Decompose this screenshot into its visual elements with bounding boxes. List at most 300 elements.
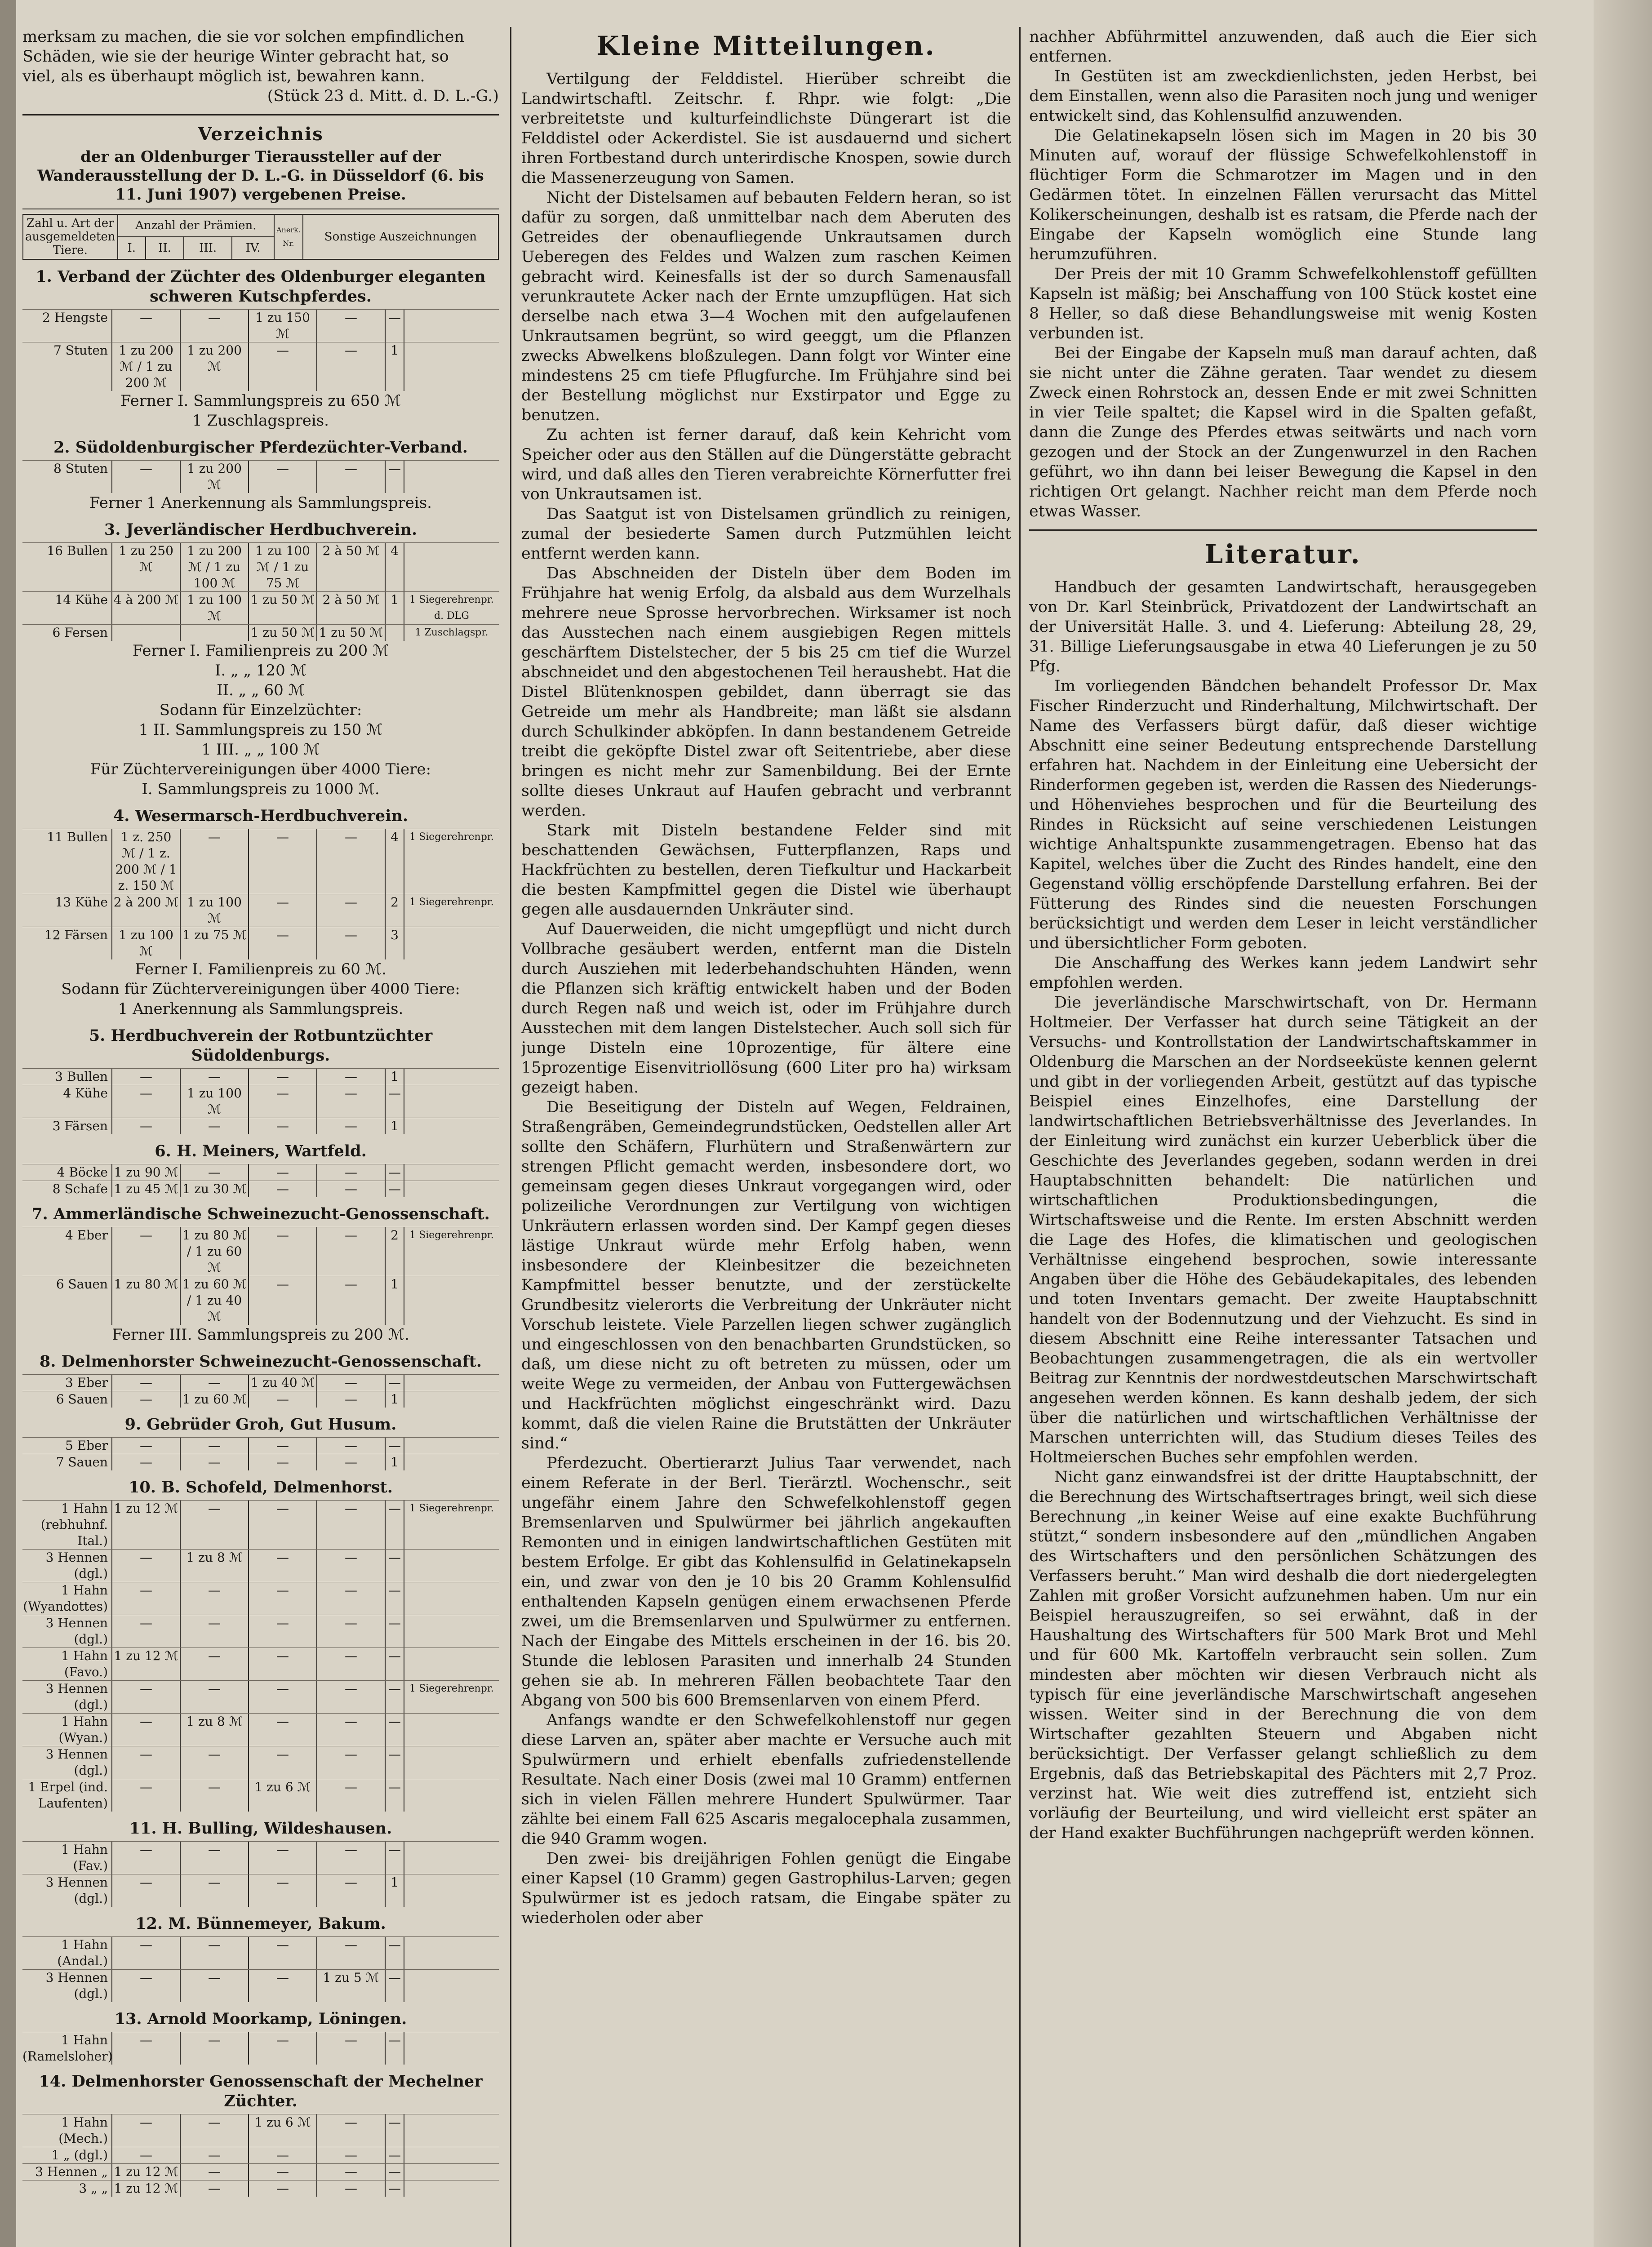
prize-4-cell: — <box>316 1550 385 1582</box>
intro-line: viel, als es überhaupt möglich ist, bewahren kann. <box>22 67 425 85</box>
table-row <box>22 2180 499 2197</box>
section-heading: 5. Herdbuchverein der Rotbuntzüchter Südoldenburgs. <box>89 1026 433 1065</box>
paragraph: Bei der Eingabe der Kapseln muß man darauf achten, daß sie nicht unter die Zähne geraten. Taar wendet zu diesem Zweck einen Rohrstock an, dessen Ende er mit zwei Schnitten in vier Teile spaltet; die Kapsel wird in die Spalten gefaßt, dann die Zunge des Pferdes etwas seitwärts und nach vorn gezogen und der Stock an der Zungenwurzel in den Rachen geführt, wo ihn dann bei leiser Bewegung die Kapsel in den richtigen Ort gelangt. Nachher reicht man dem Pferde noch etwas Wasser. <box>1029 344 1537 520</box>
prize-2-cell: — <box>180 1937 248 1969</box>
header-anerk: Anerk. Nr. <box>274 214 303 259</box>
prize-1-cell: — <box>111 310 180 342</box>
other-cell <box>404 1069 499 1085</box>
prize-3-cell: 1 zu 100 ℳ / 1 zu 75 ℳ <box>248 543 316 591</box>
other-cell: 1 Siegerehrenpr. <box>404 829 499 894</box>
prize-3-cell: — <box>248 2032 316 2065</box>
prize-4-cell: — <box>316 342 385 391</box>
prize-1-cell: — <box>111 2032 180 2065</box>
prize-2-cell: 1 zu 8 ℳ <box>180 1550 248 1582</box>
prize-3-cell: — <box>248 1438 316 1454</box>
other-cell <box>404 1181 499 1197</box>
other-cell <box>404 2114 499 2147</box>
section-heading: 4. Wesermarsch-Herdbuchverein. <box>113 807 409 825</box>
paragraph: Handbuch der gesamten Landwirtschaft, herausgegeben von Dr. Karl Steinbrück, Privatdozent der Landwirtschaft an der Universität Halle. 3. und 4. Lieferung: Abteilung 28, 29, 31. Billige Lieferungsausgabe in etwa 40 Lieferungen je zu 50 Pfg. <box>1029 578 1537 675</box>
paragraph: Anfangs wandte er den Schwefelkohlenstoff nur gegen diese Larven an, später aber machte er Versuche auch mit Spulwürmern und erhielt ebenfalls zufriedenstellende Resultate. Nach einer Dosis (zwei mal 10 Gramm) entfernen sich in vielen Fällen mehrere Hundert Spulwürmer. Taar zählte bei einem Fall 625 Ascaris megalocephala zusammen, die 940 Gramm wogen. <box>521 1711 1011 1848</box>
prize-2-cell: — <box>180 2164 248 2180</box>
table-row <box>22 1374 499 1391</box>
prize-1-cell <box>111 625 180 641</box>
section-heading: 2. Südoldenburgischer Pferdezüchter-Verband. <box>53 438 468 457</box>
paragraph: Nicht der Distelsamen auf bebauten Feldern heran, so ist dafür zu sorgen, daß unmittelbar nach dem Aberuten des Getreides der obenaufliegende Unkrautsamen durch Ueberegen des Feldes und Walzen zum raschen Keimen gebracht wird. Keinesfalls ist der so durch Samenausfall verunkrautete Acker nach der Ernte umzupflügen. Hat sich derselbe nach etwa 3—4 Wochen mit den aufgelaufenen Unkrautsamen begrünt, so wird geeggt, um die Pflanzen zwecks Abwelkens bloßzulegen. Dann folgt vor Winter eine mindestens 25 cm tiefe Pflugfurche. Im Frühjahre sind bei der Bestellung möglichst nur Exstirpator und Egge zu benutzen. <box>521 189 1011 424</box>
other-cell <box>404 1118 499 1134</box>
animals-cell: 1 Hahn (Favo.) <box>61 1648 108 1679</box>
prize-4-cell: — <box>316 1501 385 1549</box>
table-row <box>22 1276 499 1325</box>
other-cell <box>404 1276 499 1325</box>
animals-cell: 3 Hennen (dgl.) <box>45 1875 108 1906</box>
prize-4-cell: — <box>316 894 385 927</box>
prize-3-cell: — <box>248 1085 316 1118</box>
other-cell <box>404 1746 499 1779</box>
prize-3-cell: — <box>248 1582 316 1615</box>
other-cell <box>404 1842 499 1874</box>
section-note: I. „ „ 120 ℳ <box>215 662 306 679</box>
prize-1-cell: — <box>111 2147 180 2163</box>
animals-cell: 4 Böcke <box>57 1165 108 1180</box>
other-cell <box>404 1648 499 1680</box>
table-row <box>22 2163 499 2180</box>
prize-3-cell: — <box>248 1874 316 1907</box>
other-cell <box>404 1970 499 2002</box>
table-row <box>22 829 499 894</box>
prize-4-cell: 2 à 50 ℳ <box>316 543 385 591</box>
animals-cell: 1 Hahn (Wyan.) <box>58 1714 108 1745</box>
prize-1-cell: 1 zu 100 ℳ <box>111 927 180 959</box>
other-cell <box>404 342 499 391</box>
prize-4-cell: — <box>316 1582 385 1615</box>
prize-1-cell: 1 zu 45 ℳ <box>111 1181 180 1197</box>
prize-4-cell: — <box>316 1227 385 1276</box>
prize-4-cell: — <box>316 1746 385 1779</box>
animals-cell: 1 Hahn (Fav.) <box>61 1842 108 1873</box>
anerk-cell: — <box>385 1937 404 1969</box>
animals-cell: 3 Färsen <box>52 1119 108 1133</box>
prize-1-cell: 1 zu 12 ℳ <box>111 1501 180 1549</box>
prize-3-cell: — <box>248 1118 316 1134</box>
table-row <box>22 1437 499 1454</box>
animals-cell: 8 Stuten <box>53 461 108 476</box>
prize-4-cell: — <box>316 1164 385 1181</box>
prize-2-cell: — <box>180 310 248 342</box>
paragraph: Auf Dauerweiden, die nicht umgepflügt und nicht durch Vollbrache gesäubert werden, entfernt man die Disteln durch Ausziehen mit lederbehandschuhten Händen, wenn die Pflanzen sich kräftig entwickelt haben und der Boden durch Regen naß und weich ist, oder im Frühjahre durch Ausstechen mit dem langen Distelstecher. Auch soll sich für junge Disteln eine 10prozentige, für ältere eine 15prozentige Eisenvitriollösung (600 Liter pro ha) wirksam gezeigt haben. <box>521 920 1011 1097</box>
anerk-cell: — <box>385 1746 404 1779</box>
anerk-cell: 3 <box>385 927 404 959</box>
other-cell <box>404 1714 499 1746</box>
prize-3-cell: — <box>248 829 316 894</box>
prize-4-cell: — <box>316 2114 385 2147</box>
animals-cell: 13 Kühe <box>55 895 108 910</box>
prize-2-cell: 1 zu 100 ℳ <box>180 592 248 624</box>
anerk-cell: — <box>385 1714 404 1746</box>
animals-cell: 1 Hahn (Mech.) <box>58 2115 108 2146</box>
prize-4-cell: — <box>316 2032 385 2065</box>
prize-2-cell: — <box>180 1118 248 1134</box>
section-title: Kleine Mitteilungen. <box>596 31 936 61</box>
anerk-cell: — <box>385 2164 404 2180</box>
prize-3-cell: — <box>248 2180 316 2197</box>
section-note: Ferner I. Familienpreis zu 60 ℳ. <box>135 960 386 978</box>
column-kleine-mitteilungen <box>521 27 1011 2247</box>
section-heading: 14. Delmenhorster Genossenschaft der Mechelner Züchter. <box>39 2072 483 2110</box>
intro-text <box>22 27 499 106</box>
animals-cell: 16 Bullen <box>47 543 108 558</box>
prize-4-cell: — <box>316 2147 385 2163</box>
table-row <box>22 1391 499 1408</box>
table-row <box>22 1582 499 1615</box>
table-row <box>22 2032 499 2065</box>
prize-2-cell: 1 zu 60 ℳ / 1 zu 40 ℳ <box>180 1276 248 1325</box>
other-cell <box>404 927 499 959</box>
prize-1-cell: 4 à 200 ℳ <box>111 592 180 624</box>
prize-4-cell: — <box>316 1454 385 1470</box>
prize-3-cell: 1 zu 6 ℳ <box>248 1779 316 1812</box>
prize-1-cell: 1 zu 80 ℳ <box>111 1276 180 1325</box>
paragraph: Die Gelatinekapseln lösen sich im Magen in 20 bis 30 Minuten auf, worauf der flüssige Schwefelkohlenstoff in flüchtiger Form die Schmarotzer im Magen und in den Gedärmen tötet. In einzelnen Fällen verursacht das Mittel Kolikerscheinungen, deshalb ist es ratsam, die Pferde nach der Eingabe der Kapseln womöglich eine Stunde lang herumzuführen. <box>1029 127 1537 263</box>
prize-4-cell: 1 zu 50 ℳ <box>316 625 385 641</box>
prize-1-cell: 1 zu 12 ℳ <box>111 2180 180 2197</box>
table-row <box>22 1648 499 1680</box>
section-note: I. Sammlungspreis zu 1000 ℳ. <box>142 780 380 798</box>
prize-4-cell: 2 à 50 ℳ <box>316 592 385 624</box>
other-cell <box>404 2032 499 2065</box>
prize-4-cell: — <box>316 1391 385 1408</box>
page-edge <box>1594 0 1652 2247</box>
list-subtitle: der an Oldenburger Tieraussteller auf der Wanderausstellung der D. L.-G. in Düsseldorf (6. bis 11. Juni 1907) vergebenen Preise. <box>37 148 484 204</box>
prize-1-cell: — <box>111 1874 180 1907</box>
table-row <box>22 624 499 641</box>
prize-3-cell: — <box>248 1276 316 1325</box>
prize-3-cell: — <box>248 1550 316 1582</box>
prize-2-cell: — <box>180 1874 248 1907</box>
prize-2-cell: — <box>180 1746 248 1779</box>
section-heading: 8. Delmenhorster Schweinezucht-Genossenschaft. <box>39 1352 482 1371</box>
other-cell <box>404 1438 499 1454</box>
prize-1-cell: 1 zu 12 ℳ <box>111 1648 180 1680</box>
prize-3-cell: — <box>248 1746 316 1779</box>
column-literatur <box>1029 27 1537 2247</box>
prize-1-cell: 1 zu 250 ℳ <box>111 543 180 591</box>
prize-4-cell: — <box>316 927 385 959</box>
literature-title: Literatur. <box>1204 539 1362 569</box>
table-row <box>22 927 499 959</box>
prize-4-cell: — <box>316 1276 385 1325</box>
other-cell <box>404 1550 499 1582</box>
anerk-cell: — <box>385 1648 404 1680</box>
prize-1-cell: — <box>111 1615 180 1648</box>
anerk-cell: — <box>385 1181 404 1197</box>
prize-4-cell: — <box>316 1181 385 1197</box>
divider <box>1029 529 1537 531</box>
paragraph: Die Anschaffung des Werkes kann jedem Landwirt sehr empfohlen werden. <box>1029 954 1537 992</box>
paragraph: Zu achten ist ferner darauf, daß kein Kehricht vom Speicher oder aus den Ställen auf die Düngerstätte gebracht wird, und daß alles den Tieren verabreichte Körnerfutter frei von Unkrautsamen ist. <box>521 426 1011 503</box>
anerk-cell: 1 <box>385 342 404 391</box>
prize-3-cell: 1 zu 6 ℳ <box>248 2114 316 2147</box>
animals-cell: 11 Bullen <box>47 830 108 844</box>
prize-2-cell: 1 zu 30 ℳ <box>180 1181 248 1197</box>
table-row <box>22 1615 499 1648</box>
anerk-cell: 4 <box>385 829 404 894</box>
section-heading: 1. Verband der Züchter des Oldenburger eleganten schweren Kutschpferdes. <box>36 267 486 306</box>
section-note: 1 II. Sammlungspreis zu 150 ℳ <box>138 721 383 739</box>
prize-2-cell: — <box>180 829 248 894</box>
other-cell <box>404 1582 499 1615</box>
anerk-cell: 1 <box>385 1276 404 1325</box>
section-note: Ferner I. Sammlungspreis zu 650 ℳ <box>120 392 401 410</box>
section-note: 1 Zuschlagspreis. <box>192 412 329 430</box>
table-row <box>22 2114 499 2147</box>
paragraph: Die jeverländische Marschwirtschaft, von Dr. Hermann Holtmeier. Der Verfasser hat durch seine Tätigkeit an der Versuchs- und Kontrollstation der Landwirtschaftskammer in Oldenburg die Marschen an der Nordseeküste kennen gelernt und gibt in der vorliegenden Arbeit, gestützt auf das typische Beispiel eines Einzelhofes, eine Darstellung der landwirtschaftlichen Betriebsverhältnisse des Jeverlandes. In der Einleitung wird zunächst ein kurzer Ueberblick über die Geschichte des Jeverlandes gegeben, sodann werden in drei Hauptabschnitten behandelt: Die natürlichen und wirtschaftlichen Produktionsbedingungen, die Wirtschaftsweise und die Rente. Im ersten Abschnitt werden die Lage des Hofes, die klimatischen und geologischen Verhältnisse eingehend besprochen, sowie interessante Angaben über die Höhe des Gebäudekapitales, des lebenden und toten Inventars gemacht. Der zweite Hauptabschnitt handelt von der Bodennutzung und der Viehzucht. Es sind in diesem Abschnitt eine Reihe interessanter Tatsachen und Beobachtungen zusammengetragen, die als ein wertvoller Beitrag zur Kenntnis der nordwestdeutschen Marschwirtschaft angesehen werden können. Es kann deshalb jedem, der sich über die natürlichen und wirtschaftlichen Verhältnisse der Marschen unterrichten will, das Studium dieses Teiles des Holtmeierschen Buches sehr empfohlen werden. <box>1029 994 1537 1466</box>
other-cell <box>404 1164 499 1181</box>
intro-source: (Stück 23 d. Mitt. d. D. L.-G.) <box>267 87 499 105</box>
prize-1-cell: — <box>111 1746 180 1779</box>
anerk-cell: — <box>385 461 404 493</box>
prize-3-cell: — <box>248 461 316 493</box>
section-note: Ferner 1 Anerkennung als Sammlungspreis. <box>89 494 432 512</box>
paragraph: Das Abschneiden der Disteln über dem Boden im Frühjahre hat wenig Erfolg, da alsbald aus dem Wurzelhals mehrere neue Sprosse hervorbrechen. Wirksamer ist noch das Ausstechen nach einem ausgiebigen Regen mittels geschärftem Distelstecher, der 5 bis 25 cm tief die Wurzel abschneidet und den abgestochenen Teil heraushebt. Hat die Distel Blütenknospen gebildet, dann überragt sie das Getreide um mehr als Handbreite; man läßt sie alsdann durch Schulkinder abköpfen. In dann bestandenem Getreide treibt die geköpfte Distel zwar oft Seitentriebe, aber diese bringen es nicht mehr zur Samenbildung. Bei der Ernte sollte dieses Unkraut auf Haufen gebracht und verbrannt werden. <box>521 564 1011 820</box>
prize-4-cell: — <box>316 829 385 894</box>
anerk-cell: — <box>385 1085 404 1118</box>
prize-4-cell: — <box>316 1085 385 1118</box>
prize-1-cell: — <box>111 1069 180 1085</box>
anerk-cell: 1 <box>385 592 404 624</box>
prize-2-cell: — <box>180 1970 248 2002</box>
animals-cell: 6 Sauen <box>56 1277 108 1292</box>
animals-cell: 1 Hahn (rebhuhnf. Ital.) <box>40 1501 108 1548</box>
paragraph: Der Preis der mit 10 Gramm Schwefelkohlenstoff gefüllten Kapseln ist mäßig; bei Anschaffung von 100 Stück kostet eine 8 Heller, so daß diese Behandlungsweise mit wenig Kosten verbunden ist. <box>1029 265 1537 342</box>
prize-1-cell: — <box>111 1375 180 1391</box>
animals-cell: 6 Sauen <box>56 1392 108 1407</box>
prize-2-cell: — <box>180 1582 248 1615</box>
prize-4-cell: — <box>316 1681 385 1713</box>
prize-2-cell: — <box>180 1615 248 1648</box>
animals-cell: 6 Fersen <box>52 625 108 640</box>
other-cell <box>404 2147 499 2163</box>
other-cell <box>404 1615 499 1648</box>
anerk-cell: 2 <box>385 894 404 927</box>
animals-cell: 7 Stuten <box>53 343 108 358</box>
prize-2-cell: — <box>180 1842 248 1874</box>
prize-1-cell: — <box>111 461 180 493</box>
other-cell <box>404 2180 499 2197</box>
animals-cell: 7 Sauen <box>56 1455 108 1470</box>
paragraph: Nicht ganz einwandsfrei ist der dritte Hauptabschnitt, der die Berechnung des Wirtschaftsertrages bringt, weil sich diese Berechnung „in keiner Weise auf eine exakte Buchführung stützt,“ sondern insbesondere auf den „mündlichen Angaben des Wirtschafters und den persönlichen Schätzungen des Verfassers beruht.“ Man wird deshalb die dort niedergelegten Zahlen mit großer Vorsicht aufzunehmen haben. Um nur ein Beispiel herauszugreifen, so sei erwähnt, daß in der Haushaltung des Wirtschafters für 500 Mark Brot und Mehl und für 600 Mk. Kartoffeln verbraucht sein sollen. Zum mindesten aber möchten wir diesen Verbrauch nicht als typisch für eine jeverländische Marschwirtschaft angesehen wissen. Weiter sind in der Berechnung die von dem Wirtschafter gezahlten Steuern und Abgaben nicht berücksichtigt. Der Verfasser gelangt schließlich zu dem Ergebnis, daß das Betriebskapital des Pächters mit 2,7 Proz. verzinst hat. Wie weit dies zutreffend ist, entzieht sich vorläufig der Beurteilung, und wird vielleicht erst später an der Hand exakter Buchführungen nachgeprüft werden können. <box>1029 1468 1537 1842</box>
anerk-cell: 1 <box>385 1118 404 1134</box>
prize-1-cell: — <box>111 1714 180 1746</box>
table-row <box>22 1068 499 1085</box>
anerk-cell: 1 <box>385 1391 404 1408</box>
other-cell <box>404 543 499 591</box>
prize-2-cell: — <box>180 1454 248 1470</box>
other-cell <box>404 1085 499 1118</box>
prize-3-cell: 1 zu 50 ℳ <box>248 592 316 624</box>
header-prizes: Anzahl der Prämien. <box>118 214 274 237</box>
table-row <box>22 542 499 591</box>
other-cell <box>404 1391 499 1408</box>
animals-cell: 3 Hennen (dgl.) <box>45 1681 108 1712</box>
prize-2-cell: 1 zu 80 ℳ / 1 zu 60 ℳ <box>180 1227 248 1276</box>
table-row <box>22 1841 499 1874</box>
article-body <box>521 69 1011 1928</box>
prize-4-cell: — <box>316 1937 385 1969</box>
prize-3-cell: — <box>248 1181 316 1197</box>
prize-1-cell: — <box>111 1582 180 1615</box>
anerk-cell: — <box>385 2147 404 2163</box>
prize-1-cell: — <box>111 1937 180 1969</box>
anerk-cell: 1 <box>385 1454 404 1470</box>
prize-1-cell: 2 à 200 ℳ <box>111 894 180 927</box>
animals-cell: 14 Kühe <box>55 592 108 607</box>
prize-3-cell: — <box>248 1681 316 1713</box>
prize-1-cell: — <box>111 1118 180 1134</box>
table-row <box>22 1500 499 1549</box>
divider <box>22 114 499 115</box>
prize-4-cell: — <box>316 1714 385 1746</box>
prize-2-cell: — <box>180 2180 248 2197</box>
anerk-cell: — <box>385 1550 404 1582</box>
header-animals: Zahl u. Art der ausgemeldeten Tiere. <box>23 214 118 259</box>
other-cell: 1 Siegerehrenpr. <box>404 1501 499 1549</box>
anerk-cell: — <box>385 1375 404 1391</box>
column-rule-2 <box>1019 27 1021 2247</box>
header-prize-1: I. <box>118 237 146 259</box>
table-row <box>22 1936 499 1969</box>
prize-2-cell: 1 zu 75 ℳ <box>180 927 248 959</box>
column-prize-list <box>22 27 499 2247</box>
prize-1-cell: — <box>111 1438 180 1454</box>
prize-3-cell: — <box>248 1937 316 1969</box>
paragraph: In Gestüten ist am zweckdienlichsten, jeden Herbst, bei dem Einstallen, wenn also die Parasiten noch jung und weniger entwickelt sind, das Kohlensulfid anzuwenden. <box>1029 67 1537 125</box>
prize-table-header <box>22 214 499 260</box>
prize-3-cell: — <box>248 342 316 391</box>
prize-2-cell: 1 zu 100 ℳ <box>180 894 248 927</box>
prize-2-cell <box>180 625 248 641</box>
table-row <box>22 1779 499 1812</box>
prize-2-cell: 1 zu 200 ℳ / 1 zu 100 ℳ <box>180 543 248 591</box>
prize-1-cell: 1 z. 250 ℳ / 1 z. 200 ℳ / 1 z. 150 ℳ <box>111 829 180 894</box>
section-heading: 10. B. Schofeld, Delmenhorst. <box>129 1478 393 1497</box>
prize-4-cell: — <box>316 1842 385 1874</box>
prize-4-cell: — <box>316 1648 385 1680</box>
prize-3-cell: — <box>248 2147 316 2163</box>
other-cell: 1 Siegerehrenpr. <box>404 1681 499 1713</box>
prize-2-cell: — <box>180 1648 248 1680</box>
prize-4-cell: — <box>316 1779 385 1812</box>
section-note: Sodann für Züchtervereinigungen über 4000 Tiere: <box>61 980 460 998</box>
animals-cell: 4 Kühe <box>63 1086 108 1101</box>
anerk-cell: — <box>385 1501 404 1549</box>
paragraph: Vertilgung der Felddistel. Hierüber schreibt die Landwirtschaftl. Zeitschr. f. Rhpr. wie folgt: „Die verbreitetste und kulturfeindlichste Düngerart ist die Felddistel oder Ackerdistel. Sie ist ausdauernd und sichert ihren Fortbestand durch unterirdische Knospen, sowie durch die Massenerzeugung von Samen. <box>521 70 1011 187</box>
table-row <box>22 309 499 342</box>
prize-4-cell: — <box>316 1874 385 1907</box>
prize-4-cell: — <box>316 461 385 493</box>
prize-4-cell: — <box>316 1375 385 1391</box>
anerk-cell: — <box>385 1970 404 2002</box>
other-cell <box>404 1779 499 1812</box>
prize-1-cell: 1 zu 12 ℳ <box>111 2164 180 2180</box>
prize-4-cell: — <box>316 1069 385 1085</box>
prize-2-cell: — <box>180 1438 248 1454</box>
prize-3-cell: — <box>248 1069 316 1085</box>
other-cell <box>404 310 499 342</box>
section-note: 1 Anerkennung als Sammlungspreis. <box>118 1000 404 1018</box>
prize-1-cell: — <box>111 1970 180 2002</box>
table-row <box>22 1164 499 1181</box>
anerk-cell: — <box>385 1615 404 1648</box>
article-body <box>1029 27 1537 521</box>
other-cell: 1 Siegerehrenpr. d. DLG <box>404 592 499 624</box>
animals-cell: 3 Hennen (dgl.) <box>45 1550 108 1581</box>
animals-cell: 2 Hengste <box>42 310 108 325</box>
prize-3-cell: — <box>248 1501 316 1549</box>
animals-cell: 1 Hahn (Andal.) <box>57 1937 108 1968</box>
prize-4-cell: — <box>316 2180 385 2197</box>
table-row <box>22 1118 499 1134</box>
prize-1-cell: — <box>111 1550 180 1582</box>
prize-1-cell: — <box>111 1842 180 1874</box>
prize-1-cell: — <box>111 1227 180 1276</box>
other-cell: 1 Siegerehrenpr. <box>404 894 499 927</box>
prize-3-cell: — <box>248 927 316 959</box>
table-row <box>22 460 499 493</box>
prize-2-cell: — <box>180 1164 248 1181</box>
table-row <box>22 1549 499 1582</box>
table-row <box>22 1969 499 2002</box>
book-spine <box>0 0 16 2247</box>
table-row <box>22 1085 499 1118</box>
prize-1-cell: — <box>111 1779 180 1812</box>
prize-3-cell: — <box>248 2164 316 2180</box>
paragraph: Pferdezucht. Obertierarzt Julius Taar verwendet, nach einem Referate in der Berl. Tierärztl. Wochenschr., seit ungefähr einem Jahre den Schwefelkohlenstoff gegen Bremsenlarven und Spulwürmer bei jährlich angekauften Remonten und in einigen landwirtschaftlichen Gestüten mit bestem Erfolge. Er gibt das Kohlensulfid in Gelatinekapseln ein, und zwar von den je 10 bis 20 Gramm Kohlensulfid enthaltenden Kapseln genügen einem erwachsenen Pferde zwei, um die Bremsenlarven und Spulwürmer zu entfernen. Nach der Eingabe des Mittels erscheinen in der 16. bis 20. Stunde die leblosen Parasiten und innerhalb 24 Stunden gehen sie ab. In mehreren Fällen beobachtete Taar den Abgang von 500 bis 600 Bremsenlarven von einem Pferd. <box>521 1454 1011 1710</box>
prize-4-cell: — <box>316 2164 385 2180</box>
anerk-cell: — <box>385 1779 404 1812</box>
prize-3-cell: 1 zu 40 ℳ <box>248 1375 316 1391</box>
other-cell <box>404 2164 499 2180</box>
anerk-cell: — <box>385 1582 404 1615</box>
section-heading: 7. Ammerländische Schweinezucht-Genossenschaft. <box>31 1205 490 1223</box>
section-heading: 12. M. Bünnemeyer, Bakum. <box>135 1914 386 1933</box>
other-cell <box>404 461 499 493</box>
animals-cell: 1 Erpel (ind. Laufenten) <box>28 1780 108 1811</box>
section-heading: 6. H. Meiners, Wartfeld. <box>155 1142 367 1160</box>
intro-line: Schäden, wie sie der heurige Winter gebracht hat, so <box>22 48 449 66</box>
paragraph: Das Saatgut ist von Distelsamen gründlich zu reinigen, zumal der besiederte Samen durch Putzmühlen leicht entfernt werden kann. <box>521 505 1011 563</box>
prize-3-cell: — <box>248 1615 316 1648</box>
prize-2-cell: — <box>180 2147 248 2163</box>
animals-cell: 3 „ „ <box>79 2181 108 2196</box>
prize-2-cell: — <box>180 1069 248 1085</box>
prize-4-cell: — <box>316 310 385 342</box>
prize-4-cell: — <box>316 1118 385 1134</box>
animals-cell: 3 Hennen (dgl.) <box>45 1970 108 2001</box>
prize-3-cell: — <box>248 1714 316 1746</box>
anerk-cell <box>385 625 404 641</box>
prize-3-cell: — <box>248 1454 316 1470</box>
anerk-cell: — <box>385 2180 404 2197</box>
other-cell: 1 Siegerehrenpr. <box>404 1227 499 1276</box>
other-cell: 1 Zuschlagspr. <box>404 625 499 641</box>
section-note: Ferner III. Sammlungspreis zu 200 ℳ. <box>112 1326 409 1344</box>
prize-1-cell: — <box>111 1085 180 1118</box>
prize-3-cell: — <box>248 1227 316 1276</box>
other-cell <box>404 1375 499 1391</box>
other-cell <box>404 1454 499 1470</box>
prize-2-cell: 1 zu 100 ℳ <box>180 1085 248 1118</box>
section-heading: 13. Arnold Moorkamp, Löningen. <box>114 2010 407 2028</box>
